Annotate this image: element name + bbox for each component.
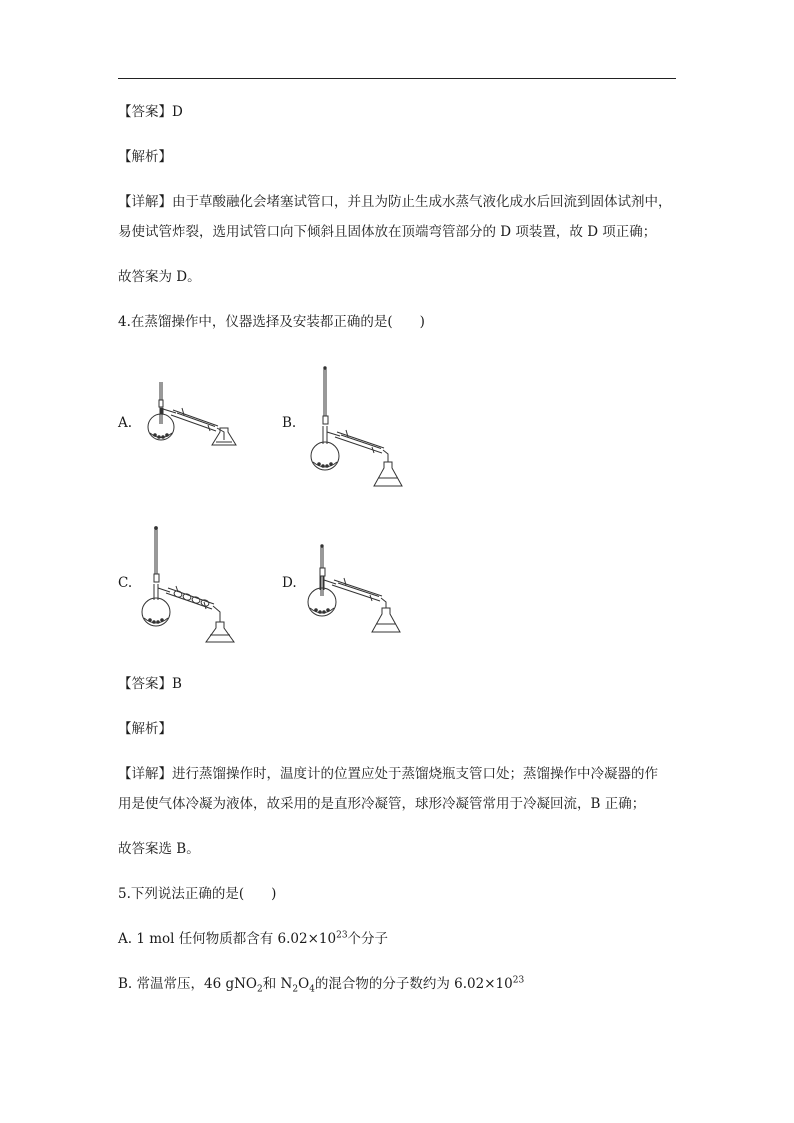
distillation-apparatus-d-icon xyxy=(302,544,406,636)
q4-option-c-label: C. xyxy=(118,575,133,591)
q3-detail-text1: 由于草酸融化会堵塞试管口，并且为防止生成水蒸气液化成水后回流到固体试剂中， xyxy=(172,194,672,210)
q4-conclusion: 故答案选 B。 xyxy=(118,841,200,857)
q3-conclusion: 故答案为 D。 xyxy=(118,269,201,285)
header-rule xyxy=(118,78,676,79)
distillation-apparatus-a-icon xyxy=(140,378,252,446)
q4-stem: 4.在蒸馏操作中，仪器选择及安装都正确的是( ) xyxy=(118,314,425,330)
q4-detail-text1: 进行蒸馏操作时，温度计的位置应处于蒸馏烧瓶支管口处；蒸馏操作中冷凝器的作 xyxy=(172,766,658,782)
q5-stem: 5.下列说法正确的是( ) xyxy=(118,886,277,902)
q4-detail-line1 xyxy=(118,765,658,783)
q4-analysis-label: 【解析】 xyxy=(118,721,172,737)
q4-option-d-label: D. xyxy=(282,575,297,591)
q3-detail-line2: 易使试管炸裂，选用试管口向下倾斜且固体放在顶端弯管部分的 D 项装置，故 D 项正确； xyxy=(118,224,657,240)
distillation-apparatus-b-icon xyxy=(306,366,410,490)
q4-answer: 【答案】B xyxy=(118,676,182,692)
q3-detail-line1 xyxy=(118,193,672,211)
q4-detail-label: 【详解】 xyxy=(118,766,172,782)
q5-option-a: A. 1 mol 任何物质都含有 $6.02\times 10^{23}$个分子 xyxy=(118,930,389,947)
q5-option-b: B. 常温常压，46 gNO$_2$和 $N_2O_4$的混合物的分子数约为 $6.02\times 10^{23}$ xyxy=(118,975,525,995)
q3-analysis-label: 【解析】 xyxy=(118,149,172,165)
q4-detail-line2: 用是使气体冷凝为液体，故采用的是直形冷凝管，球形冷凝管常用于冷凝回流，B 正确； xyxy=(118,796,646,812)
q4-option-a-label: A. xyxy=(118,415,133,431)
distillation-apparatus-c-icon xyxy=(138,524,238,644)
q3-detail-label: 【详解】 xyxy=(118,194,172,210)
q4-option-b-label: B. xyxy=(282,415,297,431)
q3-answer: 【答案】D xyxy=(118,104,183,120)
